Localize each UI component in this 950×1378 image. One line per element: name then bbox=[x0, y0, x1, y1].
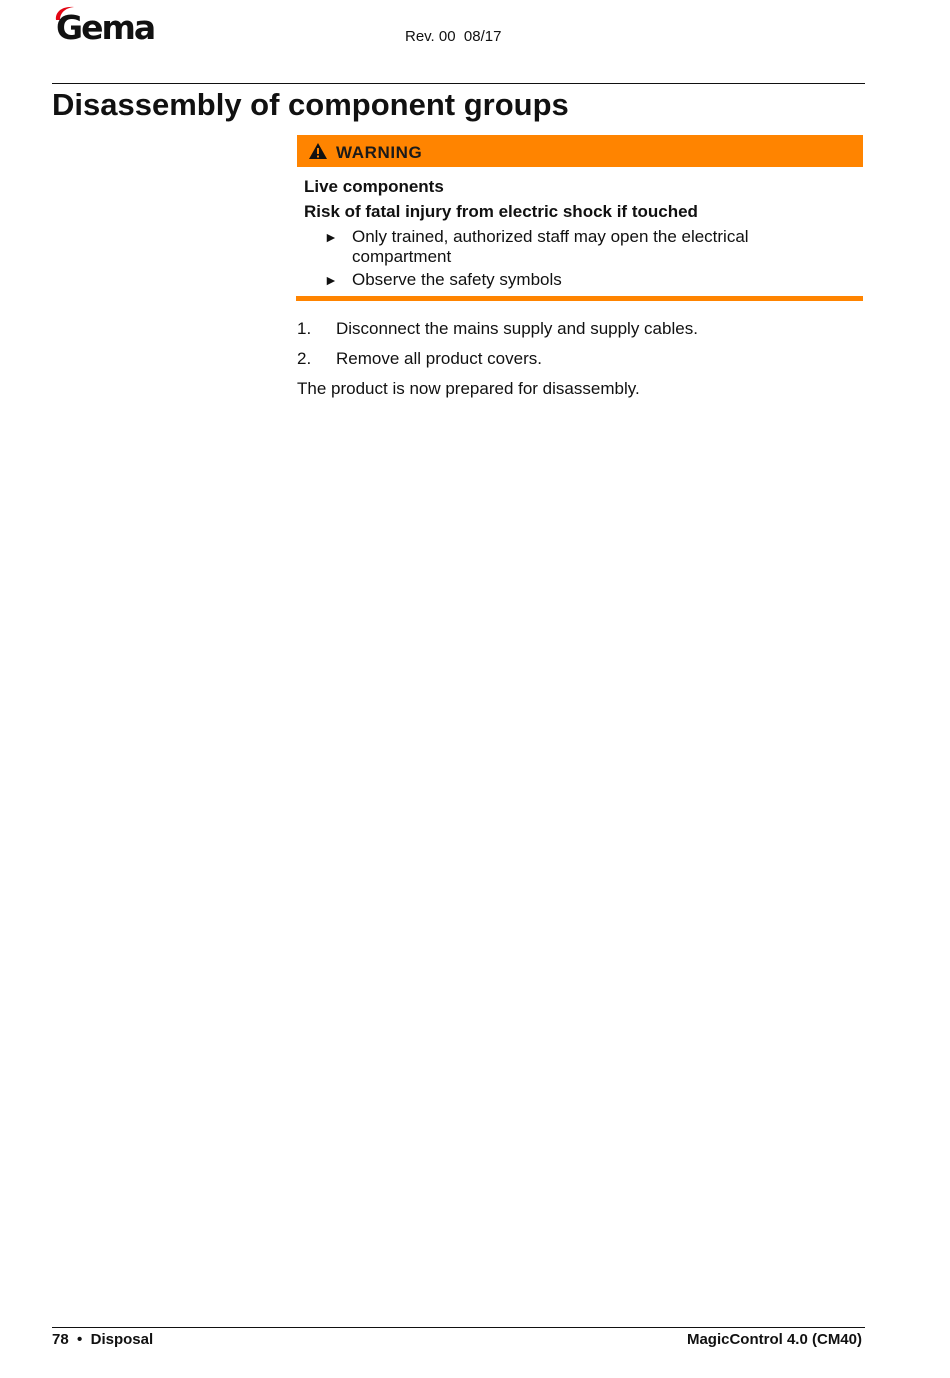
bullet-arrow-icon: ► bbox=[324, 229, 338, 245]
section-name: Disposal bbox=[90, 1331, 154, 1348]
warning-bottom-bar bbox=[296, 296, 863, 301]
page-number: 78 bbox=[52, 1331, 69, 1348]
warning-label: WARNING bbox=[336, 143, 423, 162]
step-number: 2. bbox=[297, 349, 312, 368]
step-number: 1. bbox=[297, 319, 312, 338]
header-divider bbox=[52, 83, 865, 84]
product-name: MagicControl 4.0 (CM40) bbox=[686, 1331, 862, 1348]
gema-logo bbox=[52, 4, 164, 46]
warning-triangle-icon bbox=[308, 142, 328, 160]
footer-divider bbox=[52, 1327, 865, 1328]
step-text: Remove all product covers. bbox=[336, 349, 542, 368]
warning-item-text: Observe the safety symbols bbox=[352, 270, 562, 289]
revision-label: Rev. 00 08/17 bbox=[405, 28, 502, 45]
footer-left bbox=[52, 1331, 153, 1348]
footer-separator: • bbox=[77, 1331, 83, 1348]
logo-text: Gema bbox=[56, 8, 155, 47]
warning-subject: Live components bbox=[304, 177, 444, 196]
step-text: Disconnect the mains supply and supply cables. bbox=[336, 319, 698, 338]
warning-header bbox=[297, 135, 863, 167]
bullet-arrow-icon: ► bbox=[324, 272, 338, 288]
page-title: Disassembly of component groups bbox=[52, 87, 569, 122]
warning-risk: Risk of fatal injury from electric shock if touched bbox=[304, 202, 698, 221]
result-text: The product is now prepared for disassembly. bbox=[297, 379, 640, 398]
warning-item-text: Only trained, authorized staff may open the electrical compartment bbox=[352, 227, 749, 266]
